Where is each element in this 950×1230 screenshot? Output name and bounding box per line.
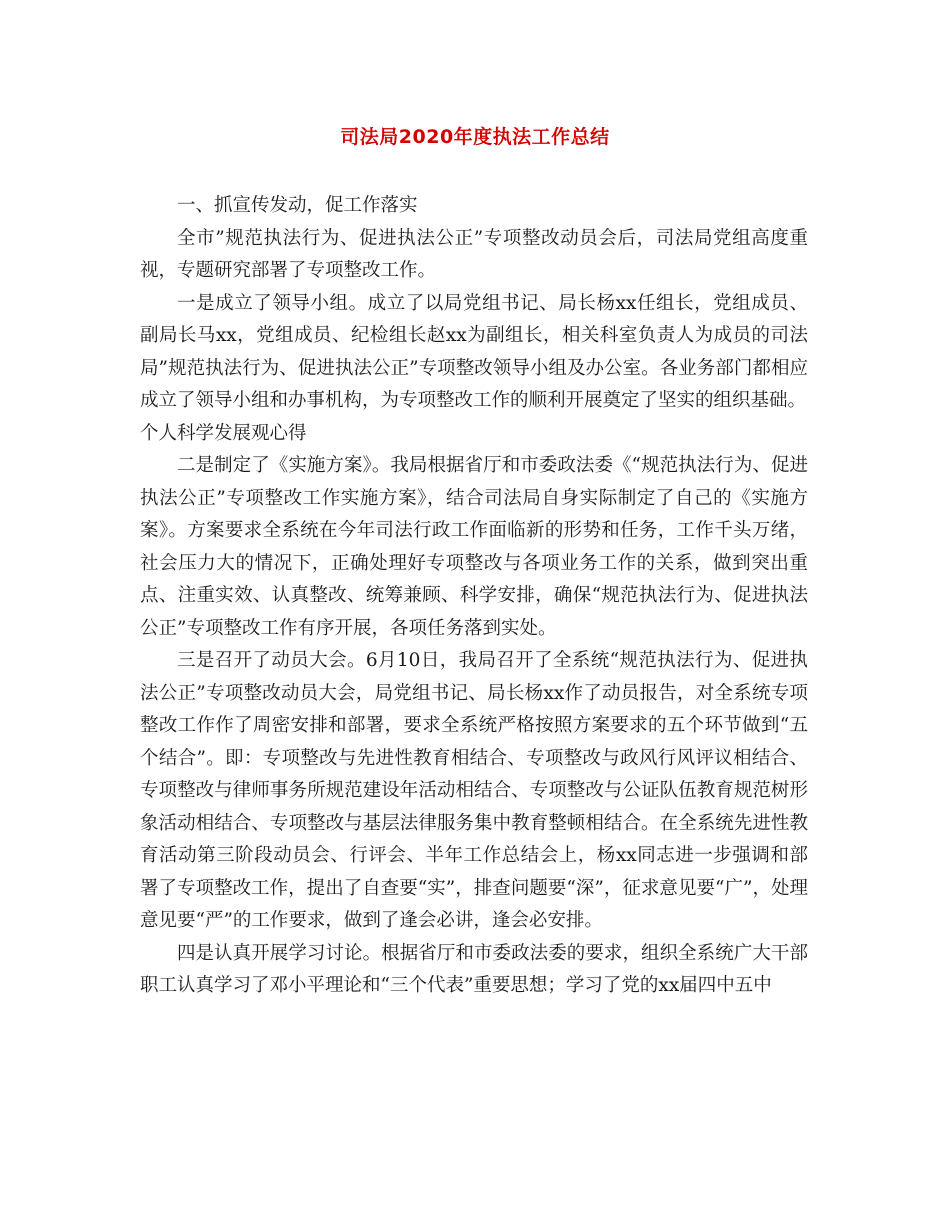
body-paragraph: 一是成立了领导小组。成立了以局党组书记、局长杨xx任组长，党组成员、副局长马xx，党组成员、纪检组长赵xx为副组长，相关科室负责人为成员的司法局”规范执法行为、促进执法公正”专项整改领导小组及办公室。各业务部门都相应成立了领导小组和办事机构，为专项整改工作的顺利开展奠定了坚实的组织基础。 bbox=[140, 292, 808, 411]
body-paragraph: 个人科学发展观心得 bbox=[140, 422, 307, 444]
document-body bbox=[140, 190, 808, 1003]
body-paragraph: 一、抓宣传发动，促工作落实 bbox=[177, 195, 418, 216]
body-paragraph: 二是制定了《实施方案》。我局根据省厅和市委政法委《“规范执法行为、促进执法公正”专项整改工作实施方案》，结合司法局自身实际制定了自己的《实施方案》。方案要求全系统在今年司法行政工作面临新的形势和任务，工作千头万绪，社会压力大的情况下，正确处理好专项整改与各项业务工作的关系，做到突出重点、注重实效、认真整改、统筹兼顾、科学安排，确保“规范执法行为、促进执法公正”专项整改工作有序开展，各项任务落到实处。 bbox=[140, 455, 808, 639]
body-paragraph: 四是认真开展学习讨论。根据省厅和市委政法委的要求，组织全系统广大干部职工认真学习了邓小平理论和“三个代表”重要思想；学习了党的xx届四中五中 bbox=[140, 942, 808, 996]
body-paragraph: 三是召开了动员大会。6月10日，我局召开了全系统“规范执法行为、促进执法公正”专项整改动员大会，局党组书记、局长杨xx作了动员报告，对全系统专项整改工作作了周密安排和部署，要求全系统严格按照方案要求的五个环节做到“五个结合”。即：专项整改与先进性教育相结合、专项整改与政风行风评议相结合、专项整改与律师事务所规范建设年活动相结合、专项整改与公证队伍教育规范树形象活动相结合、专项整改与基层法律服务集中教育整顿相结合。在全系统先进性教育活动第三阶段动员会、行评会、半年工作总结会上，杨xx同志进一步强调和部署了专项整改工作，提出了自查要“实”，排查问题要“深”，征求意见要“广”，处理意见要“严”的工作要求，做到了逢会必讲，逢会必安排。 bbox=[140, 650, 808, 931]
body-paragraph: 全市”规范执法行为、促进执法公正”专项整改动员会后，司法局党组高度重视，专题研究部署了专项整改工作。 bbox=[140, 227, 808, 281]
document-title: 司法局2020年度执法工作总结 bbox=[340, 126, 610, 148]
